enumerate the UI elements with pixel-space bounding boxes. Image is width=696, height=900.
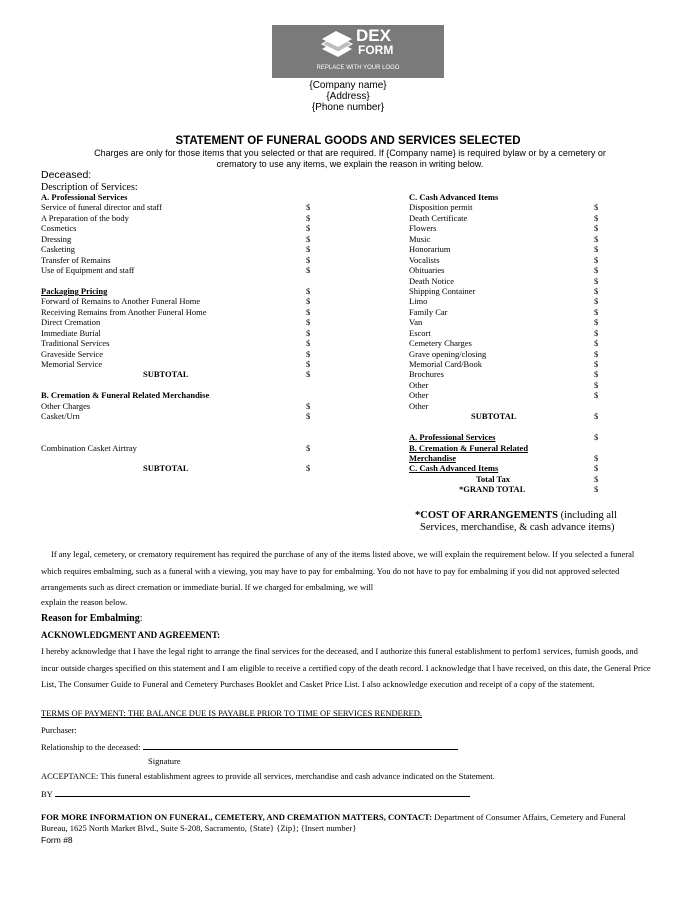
- subtotal-row: SUBTOTAL $: [471, 411, 599, 422]
- list-item: Packaging Pricing $: [41, 285, 311, 296]
- company-phone: {Phone number}: [311, 102, 385, 113]
- list-item: Traditional Services $: [41, 338, 311, 349]
- list-item: Death Certificate $: [409, 212, 599, 223]
- list-item: Brochures $: [409, 369, 599, 380]
- list-item: Cemetery Charges $: [409, 338, 599, 349]
- ack-paragraph: I hereby acknowledge that I have the legal right to arrange the final services for the deceased, and I authorize this funeral establishment to perfom1 services, furnish goods, and incur outside charges specified on this statement and I am eligible to receive a certified copy of the death record. I acknowledge that l have received, on this date, the General Price List, The Consumer Guide to Funeral and Cemetery Purchases Booklet and Casket Price List. I also acknowledge execution and receipt of a copy of the statement.: [41, 646, 651, 689]
- statement-title: STATEMENT OF FUNERAL GOODS AND SERVICES SELECTED: [175, 135, 521, 147]
- list-item: Vocalists $: [409, 254, 599, 265]
- list-item: Forward of Remains to Another Funeral Home $: [41, 296, 311, 307]
- left-services-column: [41, 192, 316, 474]
- footer-contact: FOR MORE INFORMATION ON FUNERAL, CEMETERY, AND CREMATION MATTERS, CONTACT: Department of Consumer Affairs, Cemetery and Funeral Bureau, 1625 North Market Blvd., Suite S-208, Sacramento, {State} {Zip}; {Insert number}: [41, 812, 626, 833]
- legal-requirement-paragraph: If any legal, cemetery, or crematory requirement has required the purchase of any of the items listed above, we will explain the requirement below. If you selected a funeral which requires embalming, such as a funeral with a viewing, you may have to pay for embalming. You do not have to pay for embalming if you did not approved selected arrangements such as direct cremation or immediate burial. If we charged for embalming, we will: [41, 549, 635, 592]
- charges-note: Charges are only for those items that you selected or that are required. If {Company name} is required bylaw or by a cemetery or crematory to use any items, we explain the reason in writing below.: [94, 148, 606, 169]
- explain-line: explain the reason below.: [41, 597, 128, 607]
- summary-b-row-2: Merchandise $: [409, 452, 599, 463]
- list-item: Casket/Urn $: [41, 411, 311, 422]
- summary-a-row: A. Professional Services $: [409, 432, 599, 443]
- ack-header: ACKNOWLEDGMENT AND AGREEMENT:: [41, 630, 221, 640]
- list-item: Death Notice $: [409, 275, 599, 286]
- list-item: Other $: [409, 379, 599, 390]
- list-item: Family Car $: [409, 306, 599, 317]
- list-item: Escort $: [409, 327, 599, 338]
- company-name: {Company name}: [309, 80, 387, 91]
- list-item: Other Charges $: [41, 400, 311, 411]
- list-item: Graveside Service $: [41, 348, 311, 359]
- list-item: Other $: [409, 390, 599, 401]
- section-c-header: C. Cash Advanced Items: [409, 192, 499, 202]
- signature-label: Signature: [148, 756, 181, 766]
- list-item: Grave opening/closing $: [409, 348, 599, 359]
- cost-note: *COST OF ARRANGEMENTS (including all: [415, 510, 617, 521]
- packaging-header: Packaging Pricing: [41, 285, 108, 296]
- description-label: Description of Services:: [41, 182, 138, 193]
- terms-of-payment: TERMS OF PAYMENT: THE BALANCE DUE IS PAYABLE PRIOR TO TIME OF SERVICES RENDERED.: [41, 708, 422, 718]
- right-cash-advance-column: [409, 192, 609, 495]
- list-item: Cosmetics $: [41, 223, 311, 234]
- subtotal-row: SUBTOTAL $: [143, 369, 311, 380]
- company-logo: [272, 25, 444, 78]
- deceased-label: Deceased:: [41, 169, 92, 181]
- list-item: Shipping Container $: [409, 285, 599, 296]
- list-item: Transfer of Remains $: [41, 254, 311, 265]
- list-item: Use of Equipment and staff $: [41, 265, 311, 276]
- purchaser-label: Purchaser:: [41, 725, 77, 735]
- list-item: Flowers $: [409, 223, 599, 234]
- list-item: Casketing $: [41, 244, 311, 255]
- list-item: Memorial Service $: [41, 359, 311, 369]
- list-item: Music $: [409, 233, 599, 244]
- list-item: Combination Casket Airtray $: [41, 442, 311, 453]
- summary-c-row: C. Cash Advanced Items $: [409, 463, 599, 474]
- company-address: {Address}: [326, 91, 370, 102]
- acceptance-text: ACCEPTANCE: This funeral establishment agrees to provide all services, merchandise and cash advance indicated on the Statement.: [41, 771, 495, 781]
- embalming-reason-label: Reason for Embalming:: [41, 613, 143, 624]
- list-item: A Preparation of the body $: [41, 212, 311, 223]
- total-tax-row: Total Tax $: [476, 473, 599, 484]
- document-stack-icon: [320, 29, 354, 61]
- logo-tagline: REPLACE WITH YOUR LOGO: [316, 65, 400, 71]
- cost-note-line2: Services, merchandise, & cash advance items): [420, 522, 615, 533]
- section-a-header: A. Professional Services: [41, 192, 128, 202]
- list-item: Van $: [409, 317, 599, 328]
- form-number: Form #8: [41, 835, 73, 845]
- list-item: Service of funeral director and staff $: [41, 202, 311, 213]
- list-item: Disposition permit $: [409, 202, 599, 213]
- section-b-header: B. Cremation & Funeral Related Merchandise: [41, 390, 210, 401]
- by-signature-field[interactable]: BY: [41, 788, 470, 799]
- summary-b-row: B. Cremation & Funeral Related: [409, 442, 529, 453]
- logo-word-form: FORM: [358, 43, 394, 57]
- list-item: Memorial Card/Book $: [409, 359, 599, 369]
- list-item: Dressing $: [41, 233, 311, 244]
- relationship-field[interactable]: Relationship to the deceased:: [41, 741, 458, 752]
- list-item: Obituaries $: [409, 265, 599, 276]
- list-item: Immediate Burial $: [41, 327, 311, 338]
- list-item: Honorarium $: [409, 244, 599, 255]
- list-item: Direct Cremation $: [41, 317, 311, 328]
- subtotal-row: SUBTOTAL $: [143, 463, 311, 474]
- list-item: Other: [409, 400, 429, 411]
- logo-word-dex: DEX: [356, 26, 391, 45]
- list-item: Receiving Remains from Another Funeral Home $: [41, 306, 311, 317]
- list-item: Limo $: [409, 296, 599, 307]
- grand-total-row: *GRAND TOTAL $: [459, 484, 599, 495]
